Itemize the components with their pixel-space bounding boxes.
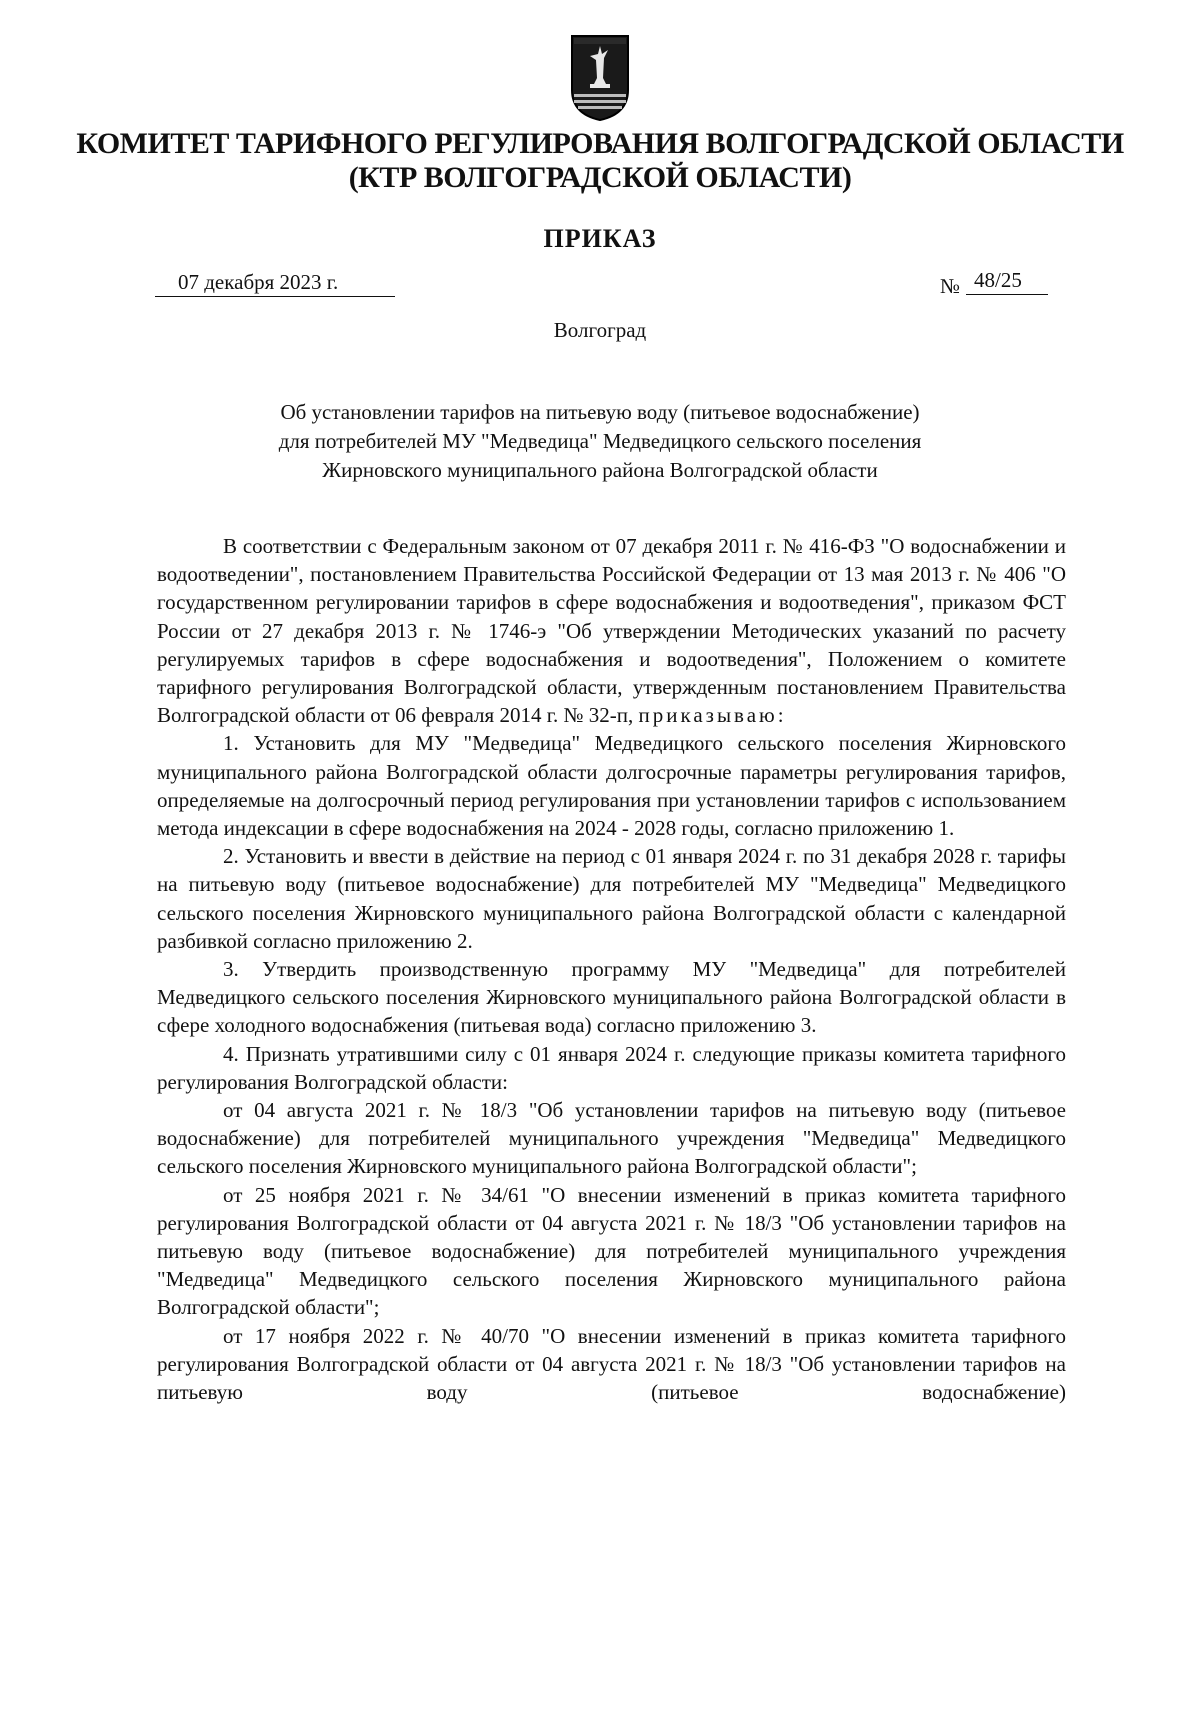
item-4a-paragraph: от 04 августа 2021 г. № 18/3 "Об установлении тарифов на питьевую воду (питьевое водоснабжение) для потребителей муниципального учреждения "Медведица" Медведицкого сельского поселения Жирновского муниципального района Волгоградской области"; [157,1098,1066,1179]
organization-short-name: (КТР ВОЛГОГРАДСКОЙ ОБЛАСТИ) [348,161,852,194]
item-2-paragraph: 2. Установить и ввести в действие на период с 01 января 2024 г. по 31 декабря 2028 г. тарифы на питьевую воду (питьевое водоснабжение) для потребителей МУ "Медведица" Медведицкого сельского поселения Жирновского муниципального района Волгоградской области с календарной разбивкой согласно приложению 2. [157,844,1066,953]
item-3-paragraph: 3. Утвердить производственную программу МУ "Медведица" для потребителей Медведицкого сельского поселения Жирновского муниципального района Волгоградской области в сфере холодного водоснабжения (питьевая вода) согласно приложению 3. [157,957,1066,1038]
organization-name: КОМИТЕТ ТАРИФНОГО РЕГУЛИРОВАНИЯ ВОЛГОГРАДСКОЙ ОБЛАСТИ [76,127,1124,160]
subject-line: Об установлении тарифов на питьевую воду (питьевое водоснабжение) [280,400,920,424]
item-4c-paragraph: от 17 ноября 2022 г. № 40/70 "О внесении изменений в приказ комитета тарифного регулирования Волгоградской области от 04 августа 2021 г. № 18/3 "Об установлении тарифов на питьевую воду (питьевое водоснабжение) [157,1323,1066,1405]
preamble-paragraph [157,532,1066,729]
document-body [157,532,1066,1406]
document-date: 07 декабря 2023 г. [155,268,395,297]
document-subject [200,398,1000,485]
item-4b-paragraph: от 25 ноября 2021 г. № 34/61 "О внесении изменений в приказ комитета тарифного регулирования Волгоградской области от 04 августа 2021 г. № 18/3 "Об установлении тарифов на питьевую воду (питьевое водоснабжение) для потребителей муниципального учреждения "Медведица" Медведицкого сельского поселения Жирновского муниципального района Волгоградской области"; [157,1182,1066,1320]
preamble-text: В соответствии с Федеральным законом от 07 декабря 2011 г. № 416-ФЗ "О водоснабжении и водоотведении", постановлением Правительства Российской Федерации от 13 мая 2013 г. № 406 "О государственном регулировании тарифов в сфере водоснабжения и водоотведения", приказом ФСТ России от 27 декабря 2013 г. № 1746-э "Об утверждении Методических указаний по расчету регулируемых тарифов в сфере водоснабжения и водоотведения", Положением о комитете тарифного регулирования Волгоградской области, утвержденным постановлением Правительства Волгоградской области от 06 февраля 2014 г. № 32-п, [157,534,1066,728]
item-1-paragraph: 1. Установить для МУ "Медведица" Медведицкого сельского поселения Жирновского муниципального района Волгоградской области долгосрочные параметры регулирования тарифов, определяемые на долгосрочный период регулирования при установлении тарифов с использованием метода индексации в сфере водоснабжения на 2024 - 2028 годы, согласно приложению 1. [157,731,1066,841]
document-number: 48/25 [966,266,1048,295]
order-word: приказываю: [638,703,787,728]
number-sign: № [940,274,961,298]
document-type: ПРИКАЗ [543,224,657,253]
document-city: Волгоград [553,318,647,342]
subject-line: для потребителей МУ "Медведица" Медведицкого сельского поселения [278,429,922,453]
volgograd-coat-of-arms-icon [568,32,632,122]
subject-line: Жирновского муниципального района Волгоградской области [322,458,878,482]
item-4-paragraph: 4. Признать утратившими силу с 01 января 2024 г. следующие приказы комитета тарифного регулирования Волгоградской области: [157,1041,1066,1094]
